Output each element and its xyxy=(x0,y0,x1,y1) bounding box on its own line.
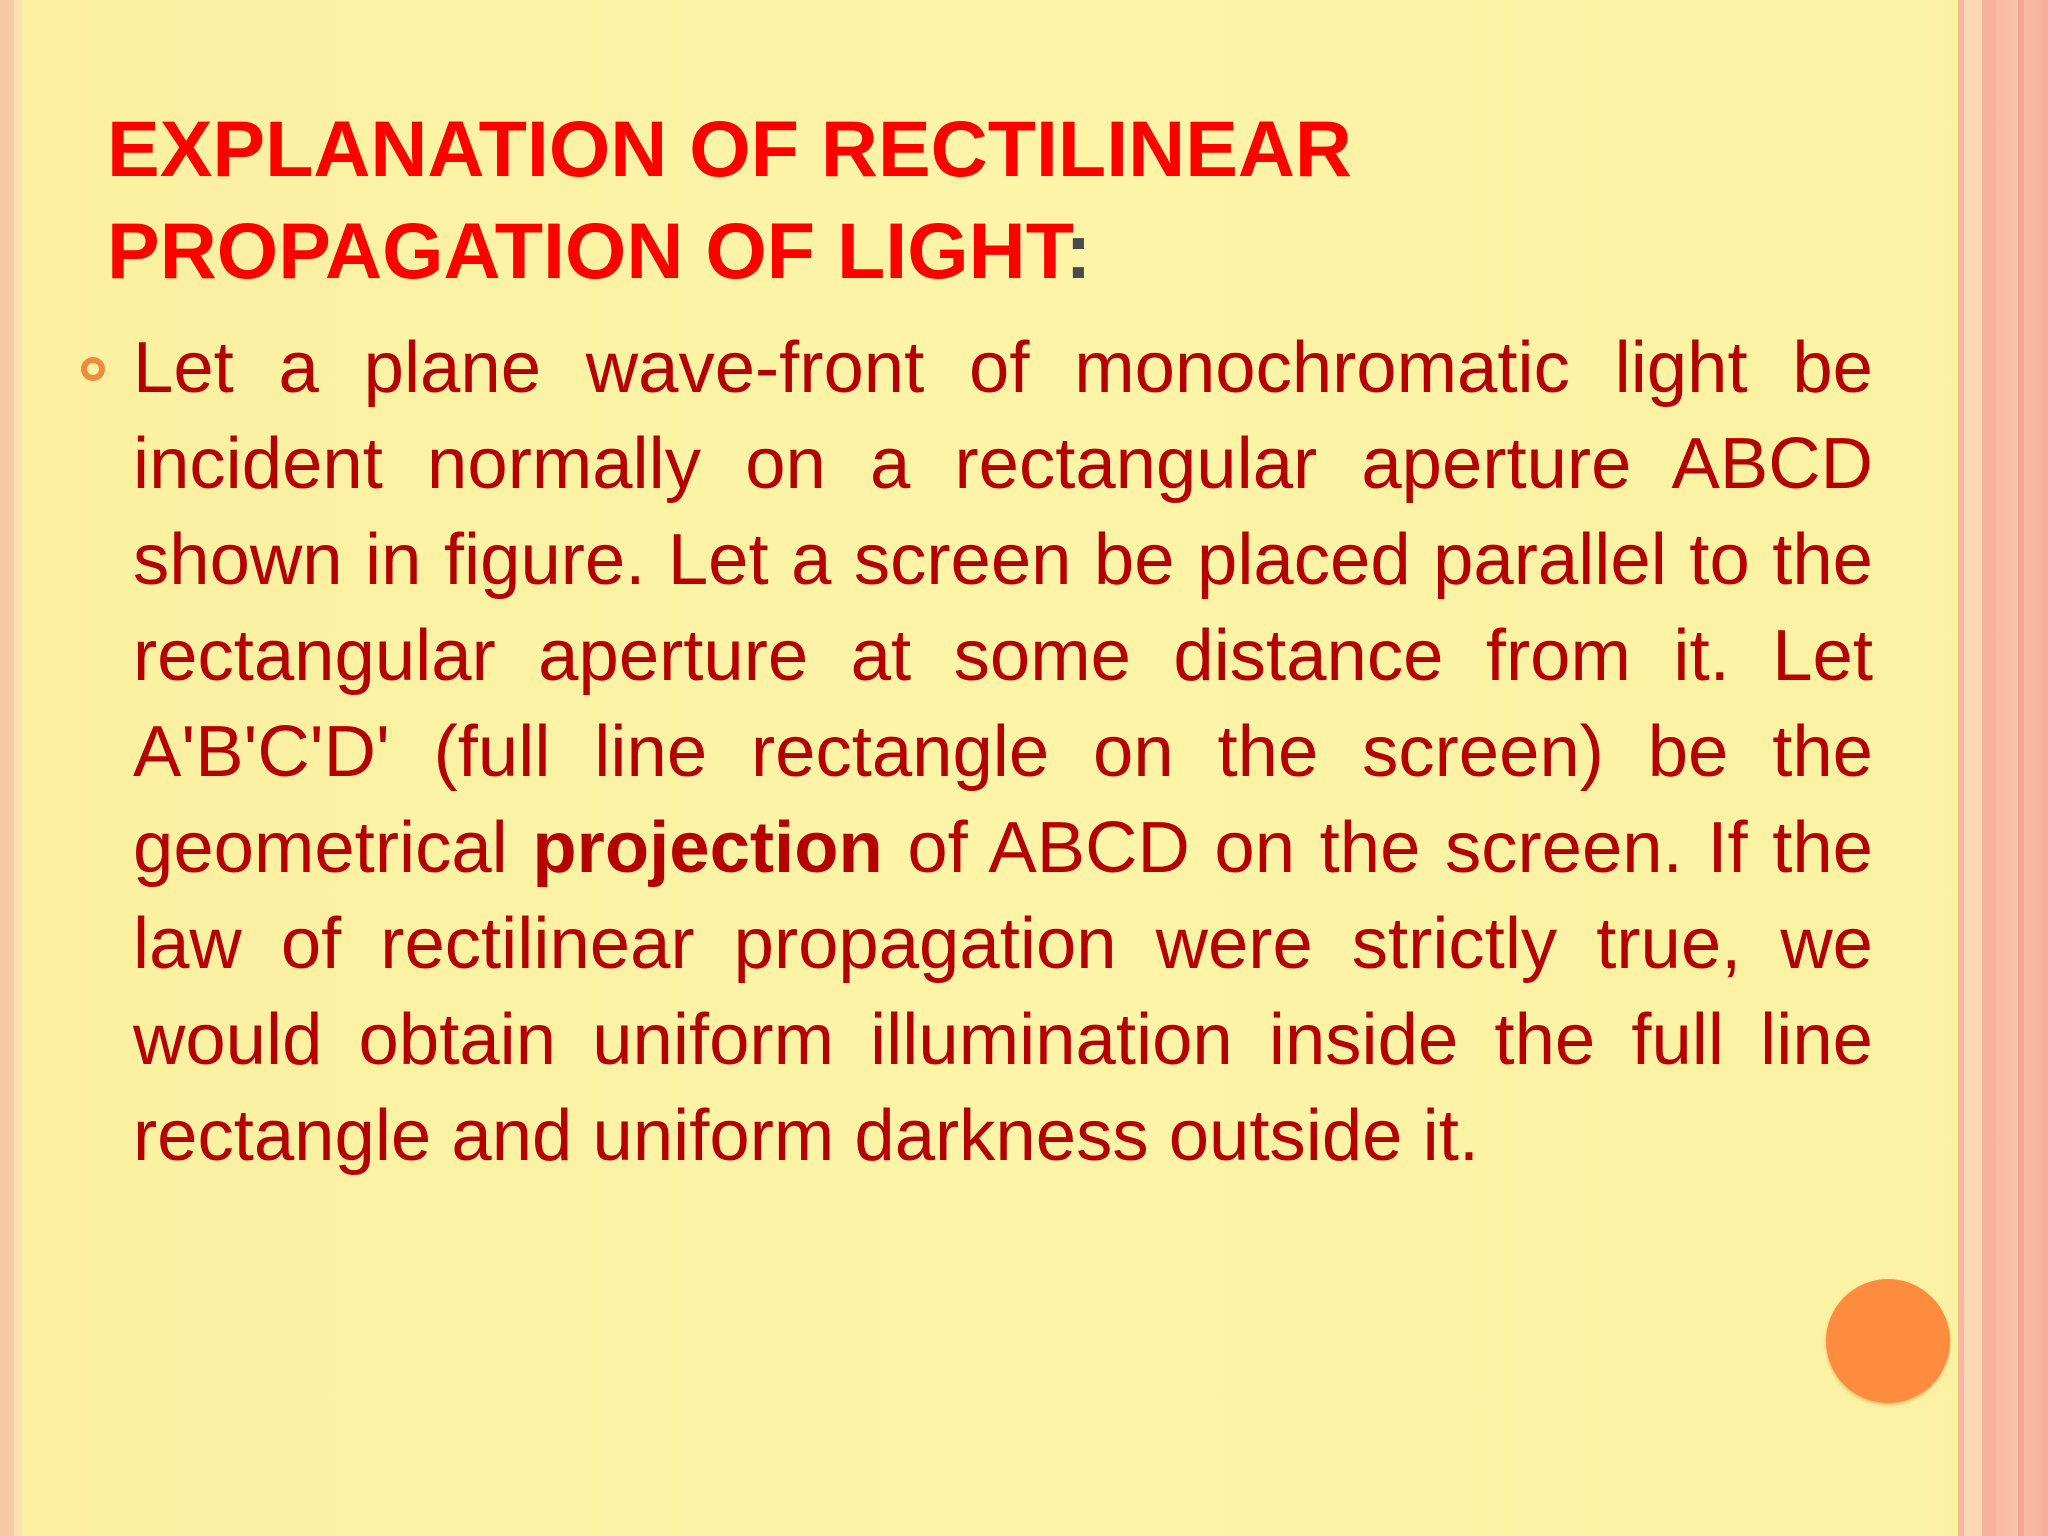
orange-circle-decoration xyxy=(1826,1279,1950,1403)
slide-title xyxy=(107,98,1507,302)
body-text-part2: of ABCD on the screen. If the law of rectilinear propagation were strictly true, we would obtain uniform illumination inside the full line rectangle and uniform darkness outside it. xyxy=(133,807,1873,1176)
slide-title-text: EXPLANATION OF RECTILINEAR PROPAGATION OF LIGHT xyxy=(107,104,1352,295)
body-text-bold-term: projection xyxy=(532,807,883,888)
hollow-circle-bullet-icon xyxy=(81,357,105,381)
left-border-inner xyxy=(14,0,22,1536)
body-paragraph xyxy=(133,320,1873,1184)
left-border xyxy=(0,0,14,1536)
right-border-stripe xyxy=(2018,0,2024,1536)
slide-title-colon: : xyxy=(1065,206,1092,295)
body-text-part1: Let a plane wave-front of monochromatic light be incident normally on a rectangular aperture ABCD shown in figure. Let a screen be placed parallel to the rectangular aperture at some distance from it. Let A'B'C'D' (full line rectangle on the screen) be the geometrical xyxy=(133,327,1873,888)
right-border-stripe xyxy=(1964,0,1982,1536)
right-border-stripe xyxy=(1982,0,1996,1536)
